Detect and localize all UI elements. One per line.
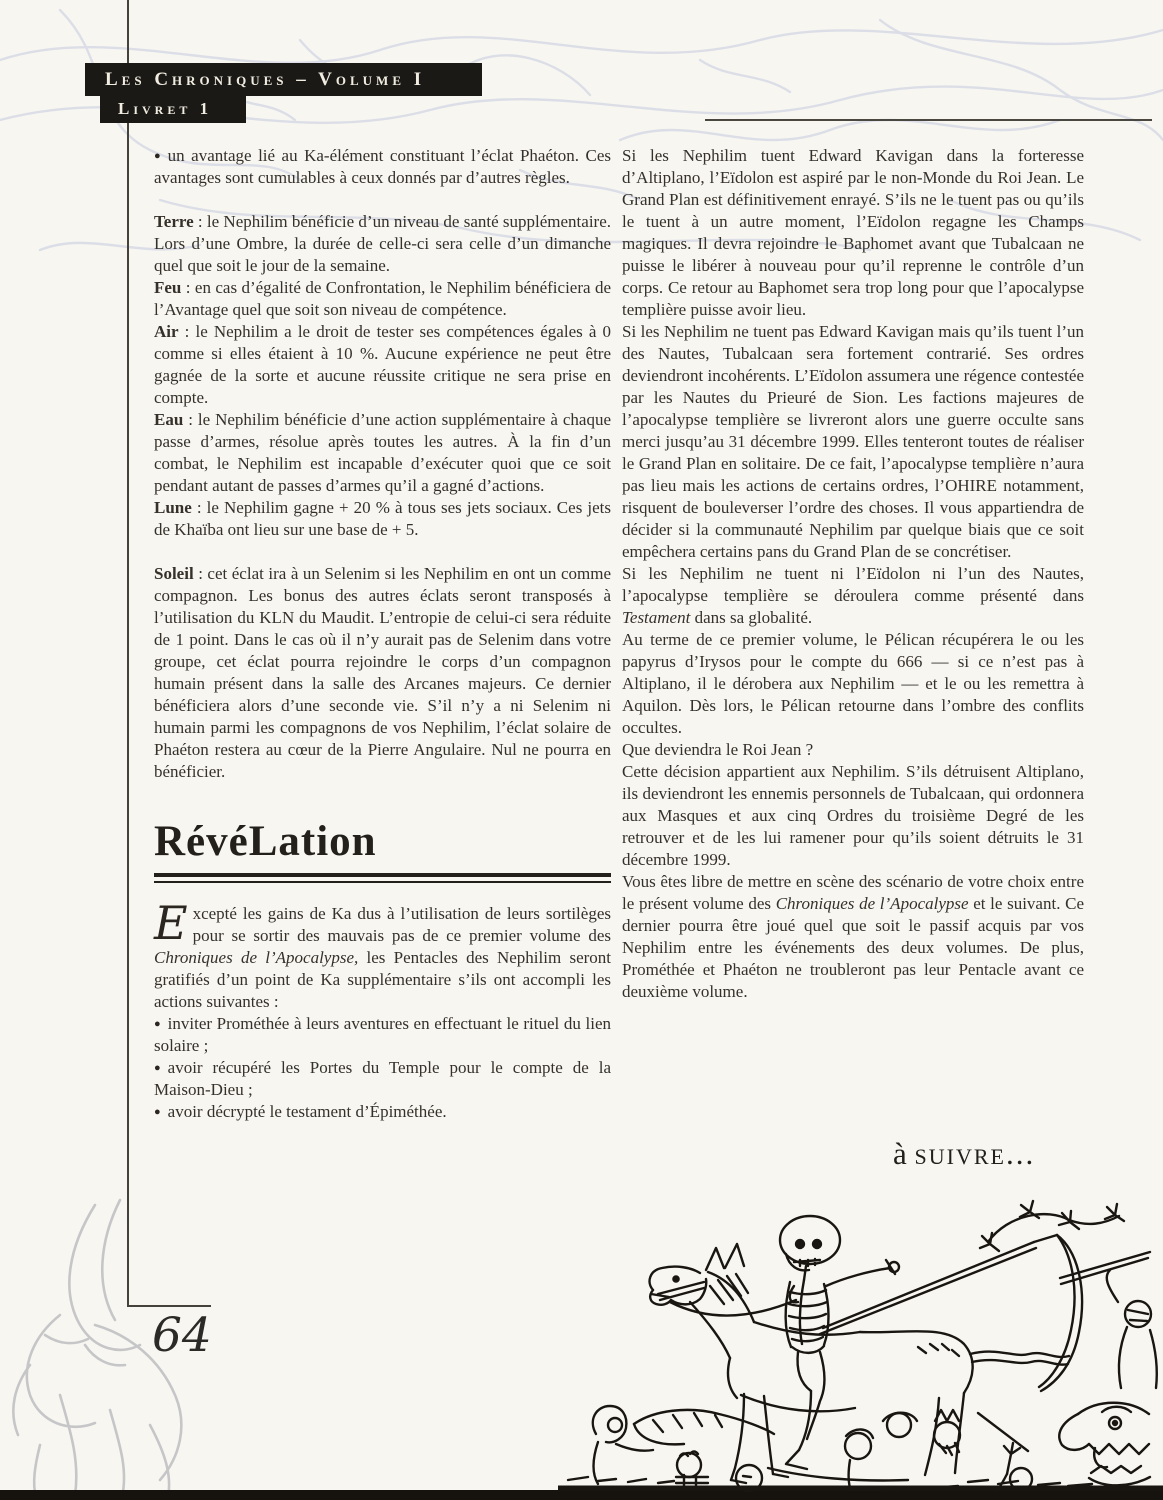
paragraph: Cette décision appartient aux Nephilim. S’ils détruisent Altiplano, ils deviendront les ennemis personnels de Tubalcaan, qui ordonnera aux Masques et aux cinq Ordres du troisième Degré de les retrouver et de les lui ramener pour qu’ils soient détruits le 31 décembre 1999.: [622, 762, 1084, 869]
top-right-rule: [705, 119, 1152, 121]
paragraph: Au terme de ce premier volume, le Pélican récupérera le ou les papyrus d’Irysos pour le compte du 666 — si ce n’est pas à Altiplano, il le dérobera aux Nephilim — et le ou les remettra à Aquilon. Dès lors, le Pélican retourne dans l’ombre des conflits occultes.: [622, 630, 1084, 737]
drop-cap: E: [154, 896, 188, 950]
bullet-text: avoir récupéré les Portes du Temple pour le compte de la Maison-Dieu ;: [154, 1058, 611, 1099]
bullet-item: [154, 1101, 611, 1123]
paragraph-lune: [154, 497, 611, 541]
element-label-soleil: Soleil: [154, 564, 194, 583]
paragraph-bullet-intro: [154, 145, 611, 189]
paragraph-text: : cet éclat ira à un Selenim si les Nephilim en ont un comme compagnon. Les bonus des autres éclats seront transposés à l’utilisation du KLN du Maudit. L’entropie de celui-ci sera réduite de 1 point. Dans le cas où il n’y aurait pas de Selenim dans votre groupe, cet éclat pourra rejoindre le corps d’un compagnon humain présent dans la salle des Arcanes majeurs. Ce dernier bénéficiera alors d’une seconde vie. S’il n’y a ni Selenim ni humain parmi les compagnons de vos Nephilim, l’éclat solaire de Phaéton restera au cœur de la Pierre Angulaire. Nul ne pourra en bénéficier.: [154, 564, 611, 781]
paragraph-text: : le Nephilim gagne + 20 % à tous ses jets sociaux. Ces jets de Khaïba ont lieu sur une base de + 5.: [154, 498, 611, 539]
bullet-icon: ●: [154, 150, 161, 162]
paragraph-text: un avantage lié au Ka-élément constituant l’éclat Phaéton. Ces avantages sont cumulables à ceux donnés par d’autres règles.: [154, 146, 611, 187]
header-banner-volume: [85, 63, 482, 96]
paragraph: Si les Nephilim ne tuent pas Edward Kavigan mais qu’ils tuent l’un des Nautes, Tubalcaan sera fortement contrarié. Ses ordres deviendront incohérents. L’Eïdolon assumera une régence contestée par les Nautes du Prieuré de Sion. Les factions majeures de l’apocalypse templière se livreront alors une guerre occulte sans merci jusqu’au 31 décembre 1999. Elles tenteront toutes de réaliser le Grand Plan en solitaire. De ce fait, l’apocalypse templière n’aura pas lieu mais les actions de certains ordres, l’OHIRE notamment, risquent de bouleverser l’ordre des choses. Il vous appartiendra de décider si la communauté Nephilim par quelque biais que ce soit empêchera certains pans du Grand Plan de se concrétiser.: [622, 322, 1084, 561]
paragraph: [622, 871, 1084, 1003]
paragraph-feu: [154, 277, 611, 321]
element-label-air: Air: [154, 322, 179, 341]
element-label-terre: Terre: [154, 212, 194, 231]
bullet-icon: ●: [154, 1018, 161, 1030]
paragraph-text: et le suivant. Ce dernier pourra être joué quel que soit le passif acquis par vos Nephilim entre les événements des deux volumes. De plus, Prométhée et Phaéton ne troubleront pas leur Pentacle avant ce deuxième volume.: [622, 894, 1085, 1001]
paragraph-air: [154, 321, 611, 409]
paragraph-text: : le Nephilim bénéficie d’une action supplémentaire à chaque passe d’armes, résolue après toutes les autres. À la fin d’un combat, le Nephilim est incapable d’exécuter quoi que ce soit pendant autant de passes d’armes qu’il a gagné d’actions.: [154, 410, 611, 495]
paragraph-text: xcepté les gains de Ka dus à l’utilisation de leurs sortilèges pour se sortir des mauvais pas de ce premier volume des: [192, 904, 611, 945]
paragraph-text: : le Nephilim a le droit de tester ses compétences égales à 0 comme si elles étaient à 10 %. Aucune expérience ne peut être gagnée de la sorte et aucune réussite critique ne sera prise en compte.: [154, 322, 611, 407]
bullet-item: [154, 1057, 611, 1101]
paragraph-soleil: [154, 563, 611, 783]
element-label-feu: Feu: [154, 278, 182, 297]
bullet-icon: ●: [154, 1062, 161, 1074]
book-title-italic: Chroniques de l’Apocalypse,: [154, 948, 359, 967]
right-column: [622, 145, 1084, 1003]
paragraph-eau: [154, 409, 611, 497]
left-column: [154, 145, 611, 1123]
header-banner-livret: [100, 95, 246, 123]
to-be-continued-b: suivre...: [914, 1136, 1036, 1171]
paragraph-text: : en cas d’égalité de Confrontation, le Nephilim bénéficiera de l’Avantage quel que soit son niveau de compétence.: [154, 278, 611, 319]
element-label-eau: Eau: [154, 410, 184, 429]
bullet-item: [154, 1013, 611, 1057]
heading-double-rule: [154, 873, 611, 883]
paragraph-text: Vous êtes libre de mettre en scène des scénario de votre choix entre le présent volume des: [622, 872, 1084, 913]
section-heading-revelation: RévéLation: [154, 818, 377, 865]
left-frame-rule-foot: [127, 1305, 211, 1307]
bullet-text: avoir décrypté le testament d’Épiméthée.: [167, 1102, 447, 1121]
bullet-icon: ●: [154, 1106, 161, 1118]
to-be-continued-label: [893, 1136, 1035, 1172]
header-banner-livret-label: Livret 1: [118, 99, 213, 118]
header-banner-volume-label: Les Chroniques – Volume I: [105, 68, 426, 90]
paragraph-revelation: [154, 896, 611, 1013]
book-title-italic: Chroniques de l’Apocalypse: [775, 894, 969, 913]
book-title-italic: Testament: [622, 608, 691, 627]
paragraph-text: : le Nephilim bénéficie d’un niveau de santé supplémentaire. Lors d’une Ombre, la durée de celle-ci sera celle d’un dimanche quel que soit le jour de la semaine.: [154, 212, 611, 275]
paragraph-text: Si les Nephilim ne tuent ni l’Eïdolon ni l’un des Nautes, l’apocalypse templière se déroulera comme présenté dans: [622, 564, 1084, 605]
to-be-continued-a: à: [893, 1136, 915, 1171]
left-frame-rule: [127, 0, 129, 1307]
paragraph: [622, 563, 1084, 629]
paragraph-terre: [154, 211, 611, 277]
paragraph-text: les Pentacles des Nephilim seront gratifiés d’un point de Ka supplémentaire s’ils ont accompli les actions suivantes :: [154, 948, 611, 1011]
page-number: 64: [152, 1308, 212, 1363]
element-label-lune: Lune: [154, 498, 192, 517]
paragraph-text: dans sa globalité.: [690, 608, 813, 627]
paragraph: Que deviendra le Roi Jean ?: [622, 740, 814, 759]
bullet-text: inviter Prométhée à leurs aventures en effectuant le rituel du lien solaire ;: [154, 1014, 611, 1055]
paragraph: Si les Nephilim tuent Edward Kavigan dans la forteresse d’Altiplano, l’Eïdolon est aspiré par le non-Monde du Roi Jean. Le Grand Plan est définitivement enrayé. S’ils ne le tuent pas ou qu’ils le tuent à un autre moment, l’Eïdolon regagne les Champs magiques. Il devra rejoindre le Baphomet avant que Tubalcaan ne puisse le libérer à nouveau pour qu’il reprenne le contrôle d’un corps. Ce retour au Baphomet sera trop long pour que l’apocalypse templière puisse avoir lieu.: [622, 146, 1084, 319]
death-on-horse-woodcut-illustration: [558, 1182, 1163, 1492]
